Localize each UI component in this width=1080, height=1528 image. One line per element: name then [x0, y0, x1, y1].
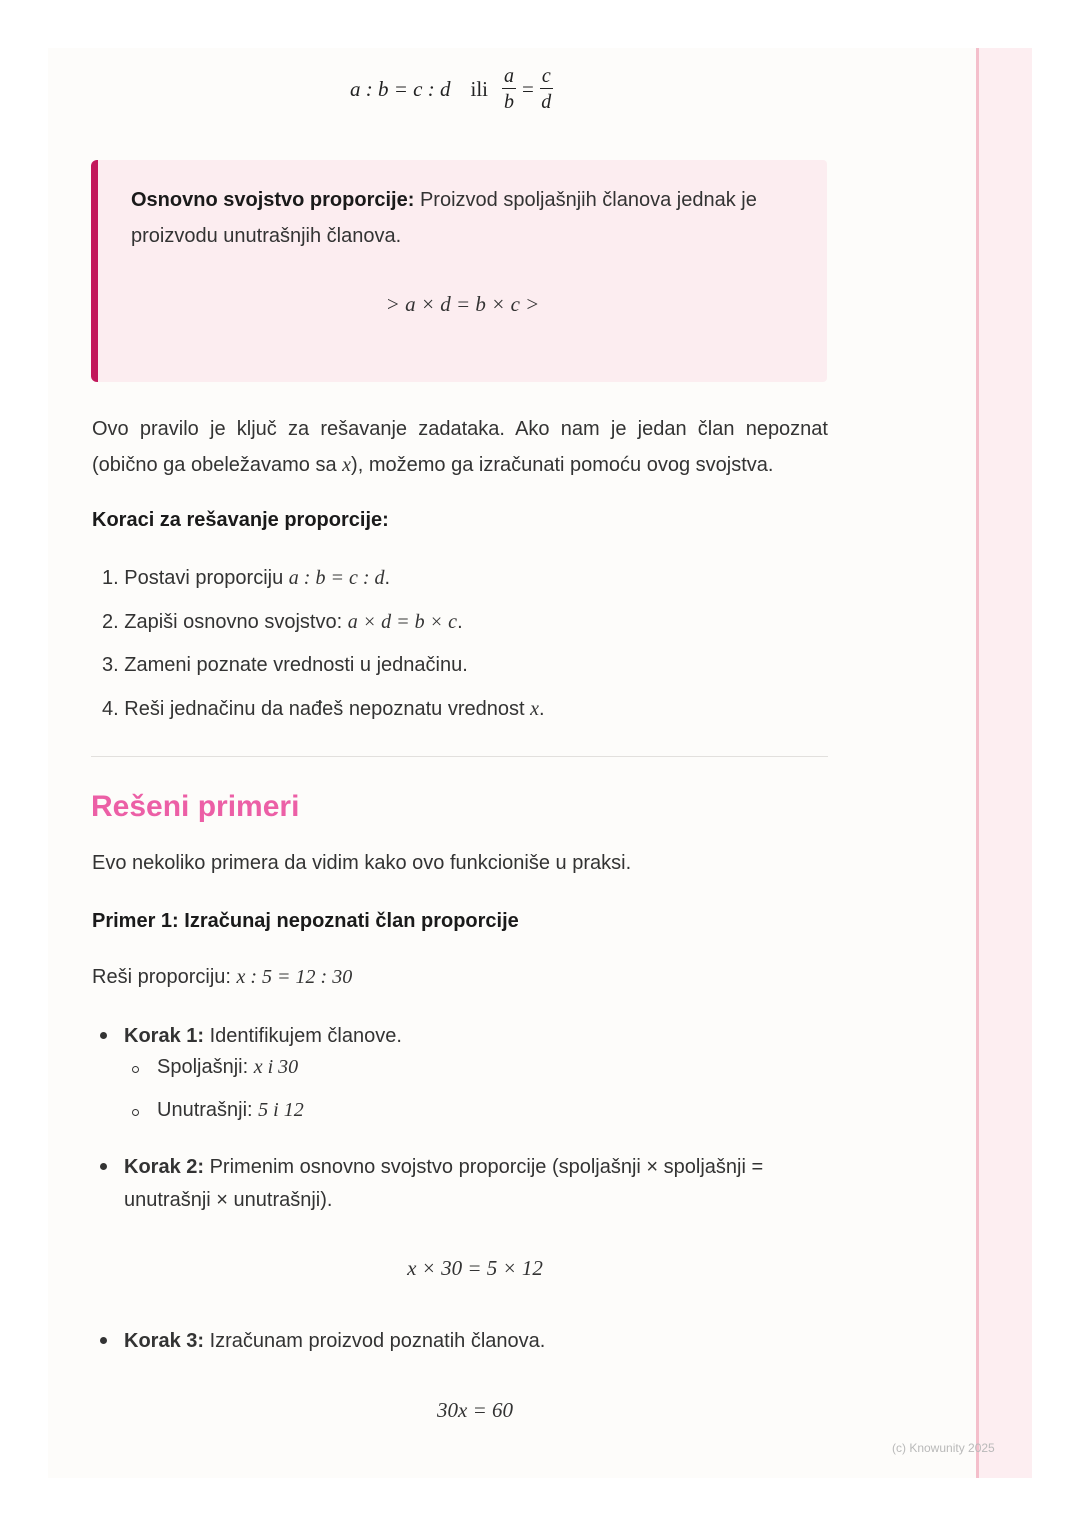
example-task: [92, 966, 352, 989]
item-text: Zameni poznate vrednosti u jednačinu.: [124, 654, 468, 676]
callout-body: Proizvod spoljašnjih članova jednak je proizvodu unutrašnjih članova.: [131, 189, 757, 247]
intro-text: Evo nekoliko primera da vidim kako ovo funkcioniše u praksi.: [92, 852, 632, 874]
task-label: Reši proporciju:: [92, 966, 237, 988]
callout-formula: > a × d = b × c >: [385, 292, 540, 316]
item-end: .: [457, 610, 463, 633]
sub-label: Spoljašnji:: [157, 1056, 254, 1078]
steps-heading: Koraci za rešavanje proporcije:: [92, 509, 389, 531]
equation-formula: x × 30 = 5 × 12: [407, 1256, 543, 1280]
fraction-denominator: d: [541, 91, 552, 113]
steps-list: [102, 560, 822, 734]
step-text: Izračunam proizvod poznatih članova.: [204, 1330, 546, 1352]
task-math: x : 5 = 12 : 30: [236, 966, 353, 988]
proportion-formula: [350, 66, 553, 112]
item-number: 4.: [102, 697, 119, 720]
list-item: [102, 560, 822, 604]
variable-x: x: [342, 454, 352, 476]
copyright-footer: (c) Knowunity 2025: [892, 1441, 995, 1455]
margin-strip: [976, 48, 1032, 1478]
bullet-circle: [132, 1109, 139, 1116]
item-number: 1.: [102, 567, 119, 589]
list-item: [102, 647, 822, 691]
fraction-a-b: [502, 66, 516, 112]
section-divider: [91, 756, 828, 757]
item-text: Zapiši osnovno svojstvo:: [124, 610, 348, 633]
callout-text: [131, 182, 811, 254]
item-math: a : b = c : d: [288, 567, 385, 589]
step-text: unutrašnji × unutrašnji).: [124, 1189, 333, 1211]
sub-math: 5 i 12: [258, 1099, 304, 1121]
sub-text: [157, 1099, 304, 1122]
paragraph-text: ), možemo ga izračunati pomoću ovog svojstva.: [351, 454, 774, 476]
item-math: x: [530, 697, 539, 720]
item-number: 3.: [102, 654, 119, 676]
item-end: .: [538, 697, 545, 720]
step-text: Identifikujem članove.: [204, 1025, 402, 1047]
bullet-dot: [100, 1163, 107, 1170]
bullet-dot: [100, 1032, 107, 1039]
fraction-c-d: [540, 66, 553, 112]
bullet-text: [124, 1325, 545, 1358]
result-formula: 30x = 60: [437, 1398, 513, 1422]
fraction-numerator: c: [541, 65, 551, 87]
step-label: Korak 3:: [124, 1330, 205, 1352]
item-number: 2.: [102, 610, 119, 633]
step-label: Korak 1:: [124, 1025, 205, 1047]
section-title: Rešeni primeri: [91, 790, 300, 823]
list-item: [102, 691, 822, 735]
bullet-dot: [100, 1337, 107, 1344]
equals-sign: =: [522, 76, 534, 101]
list-item: [102, 604, 822, 648]
item-text: Postavi proporciju: [124, 567, 289, 589]
property-callout: [91, 160, 827, 382]
fraction-numerator: a: [504, 65, 514, 87]
item-math: a × d = b × c: [347, 610, 458, 633]
proportion-colon-form: a : b = c : d: [350, 76, 451, 101]
connector-text: ili: [470, 76, 488, 101]
sub-math: x i 30: [253, 1056, 299, 1078]
paragraph-text: Ovo pravilo je ključ za rešavanje zadataka. Ako nam je jedan član nepoznat (obično ga obeležavamo sa: [92, 418, 828, 476]
explanation-paragraph: [92, 411, 828, 483]
step-label: Korak 2:: [124, 1156, 205, 1178]
bullet-text: [124, 1020, 402, 1053]
callout-bold-label: Osnovno svojstvo proporcije:: [131, 189, 415, 211]
step-text: Primenim osnovno svojstvo proporcije (spoljašnji × spoljašnji =: [204, 1156, 764, 1178]
sub-text: [157, 1056, 298, 1079]
item-text: Reši jednačinu da nađeš nepoznatu vrednost: [124, 697, 531, 720]
bullet-text: [124, 1151, 763, 1184]
example-heading: Primer 1: Izračunaj nepoznati član proporcije: [92, 910, 519, 932]
fraction-denominator: b: [504, 91, 514, 113]
bullet-circle: [132, 1066, 139, 1073]
item-end: .: [384, 567, 391, 589]
sub-label: Unutrašnji:: [157, 1099, 259, 1121]
